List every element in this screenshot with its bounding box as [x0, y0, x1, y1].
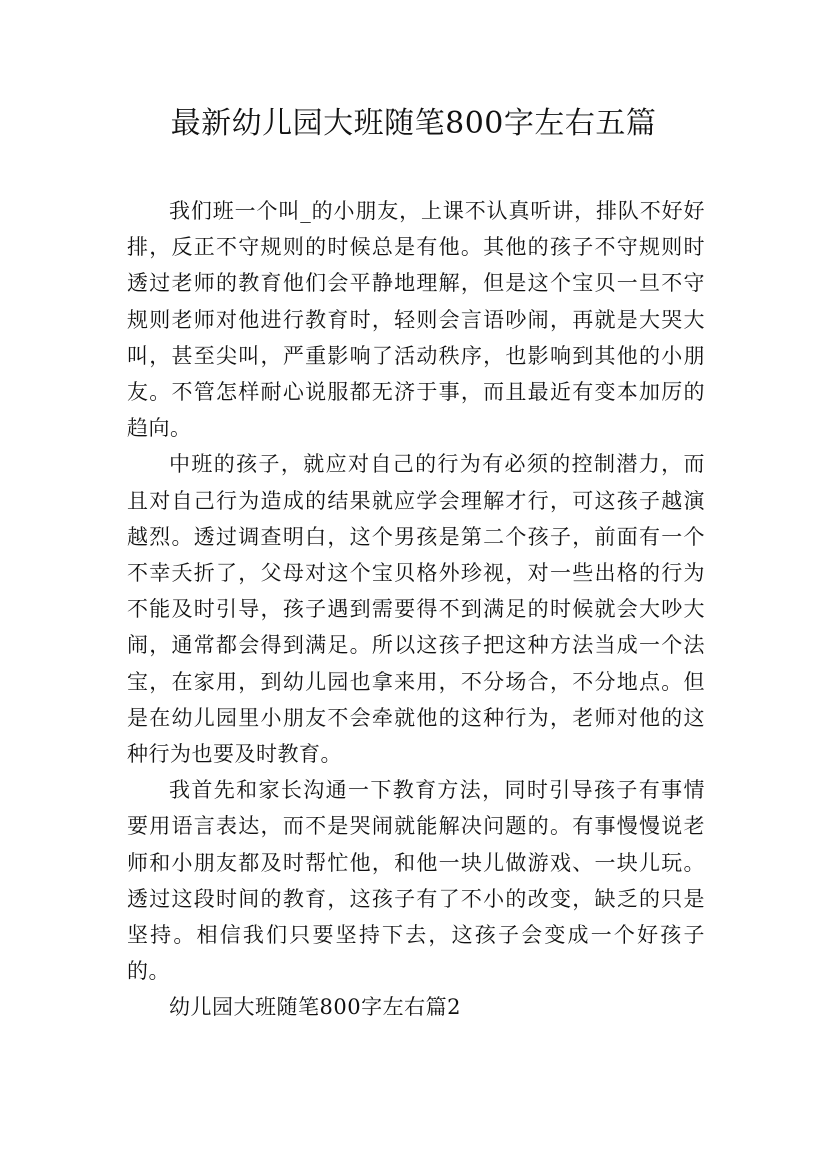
section-heading: 幼儿园大班随笔800字左右篇2: [169, 995, 461, 1020]
document-body: [127, 193, 705, 1026]
paragraph: 中班的孩子，就应对自己的行为有必须的控制潜力，而且对自己行为造成的结果就应学会理解才行，可这孩子越演越烈。透过调查明白，这个男孩是第二个孩子，前面有一个不幸夭折了，父母对这个宝贝格外珍视，对一些出格的行为不能及时引导，孩子遇到需要得不到满足的时候就会大吵大闹，通常都会得到满足。所以这孩子把这种方法当成一个法宝，在家用，到幼儿园也拿来用，不分场合，不分地点。但是在幼儿园里小朋友不会牵就他的这种行为，老师对他的这种行为也要及时教育。: [127, 452, 705, 767]
paragraph: 我首先和家长沟通一下教育方法，同时引导孩子有事情要用语言表达，而不是哭闹就能解决问题的。有事慢慢说老师和小朋友都及时帮忙他，和他一块儿做游戏、一块儿玩。透过这段时间的教育，这孩子有了不小的改变，缺乏的只是坚持。相信我们只要坚持下去，这孩子会变成一个好孩子的。: [127, 778, 705, 984]
paragraph: 我们班一个叫_的小朋友，上课不认真听讲，排队不好好排，反正不守规则的时候总是有他。其他的孩子不守规则时透过老师的教育他们会平静地理解，但是这个宝贝一旦不守规则老师对他进行教育时，轻则会言语吵闹，再就是大哭大叫，甚至尖叫，严重影响了活动秩序，也影响到其他的小朋友。不管怎样耐心说服都无济于事，而且最近有变本加厉的趋向。: [127, 199, 705, 441]
document-title: 最新幼儿园大班随笔800字左右五篇: [170, 106, 657, 141]
